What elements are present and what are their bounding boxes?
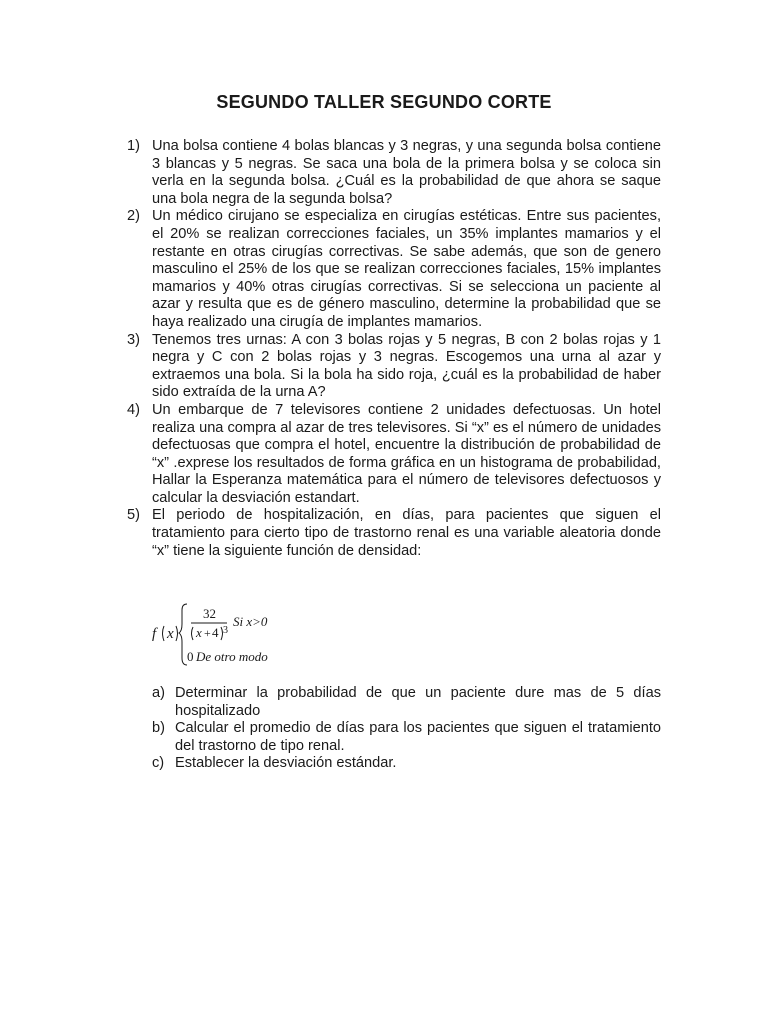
subquestion-text: Determinar la probabilidad de que un paciente dure mas de 5 días hospitalizado xyxy=(175,685,661,719)
density-function-formula xyxy=(151,600,351,670)
formula-den-paren-left xyxy=(192,627,194,640)
formula-f: f xyxy=(152,626,157,642)
question-4 xyxy=(127,402,661,508)
formula-exponent: 3 xyxy=(223,625,228,636)
question-number: 2) xyxy=(127,208,140,225)
subquestion-list xyxy=(152,685,661,773)
formula-case1: Si x>0 xyxy=(233,614,268,629)
subquestion-c xyxy=(152,755,661,773)
subquestion-text: Establecer la desviación estándar. xyxy=(175,755,397,772)
question-text: Un médico cirujano se especializa en cirugías estéticas. Entre sus pacientes, el 20% se realizan correcciones faciales, un 35% implantes mamarios y el restante en otras cirugías correctivas. Se sabe además, que son de genero masculino el 25% de los que se realizan correcciones faciales, 15% implantes mamarios y 40% otras cirugías correctivas. Si se selecciona un paciente al azar y resulta que es de género masculino, determine la probabilidad que se haya realizado una cirugía de implantes mamarios. xyxy=(152,208,661,330)
document-title: SEGUNDO TALLER SEGUNDO CORTE xyxy=(216,92,552,112)
question-list xyxy=(127,138,661,560)
question-number: 4) xyxy=(127,401,140,418)
formula-brace xyxy=(179,604,187,665)
subquestion-label: a) xyxy=(152,685,165,701)
question-number: 1) xyxy=(127,138,140,154)
question-5 xyxy=(127,507,661,560)
subquestion-text: Calcular el promedio de días para los pacientes que siguen el tratamiento del trastorno de tipo renal. xyxy=(175,720,661,754)
question-2 xyxy=(127,208,661,331)
formula-den-plus: + xyxy=(204,626,211,640)
formula-svg xyxy=(151,600,351,670)
subquestion-label: b) xyxy=(152,720,165,737)
question-3 xyxy=(127,332,661,402)
formula-den-4: 4 xyxy=(212,625,219,640)
question-1 xyxy=(127,138,661,208)
question-text: Tenemos tres urnas: A con 3 bolas rojas y 5 negras, B con 2 bolas rojas y 1 negra y C con 2 bolas rojas y 3 negras. Escogemos una urna al azar y extraemos una bola. Si la bola ha sido roja, ¿cuál es la probabilidad de haber sido extraída de la urna A? xyxy=(152,331,661,401)
formula-x: x xyxy=(167,626,174,642)
subquestion-a xyxy=(152,685,661,720)
formula-numerator: 32 xyxy=(203,606,216,621)
subquestion-b xyxy=(152,720,661,755)
formula-case2-value: 0 xyxy=(187,649,194,664)
question-number: 3) xyxy=(127,331,140,348)
formula-paren-right xyxy=(176,626,178,641)
subquestion-label: c) xyxy=(152,755,165,772)
formula-den-x: x xyxy=(196,625,202,640)
question-text: El periodo de hospitalización, en días, para pacientes que siguen el tratamiento para cierto tipo de trastorno renal es una variable aleatoria donde “x” tiene la siguiente función de densidad: xyxy=(152,507,661,559)
question-number: 5) xyxy=(127,507,140,524)
formula-paren-left xyxy=(163,626,165,641)
formula-case2-text: De otro modo xyxy=(196,649,268,664)
question-text: Una bolsa contiene 4 bolas blancas y 3 negras, y una segunda bolsa contiene 3 blancas y 5 negras. Se saca una bola de la primera bolsa y se coloca sin verla en la segunda bolsa. ¿Cuál es la probabilidad de que ahora se saque una bola negra de la segunda bolsa? xyxy=(152,138,661,207)
question-text: Un embarque de 7 televisores contiene 2 unidades defectuosas. Un hotel realiza una compra al azar de tres televisores. Si “x” es el número de unidades defectuosas que compra el hotel, encuentre la distribución de probabilidad de “x” .exprese los resultados de forma gráfica en un histograma de probabilidad, Hallar la Esperanza matemática para el número de televisores defectuosos y calcular la desviación estandart. xyxy=(152,401,661,506)
